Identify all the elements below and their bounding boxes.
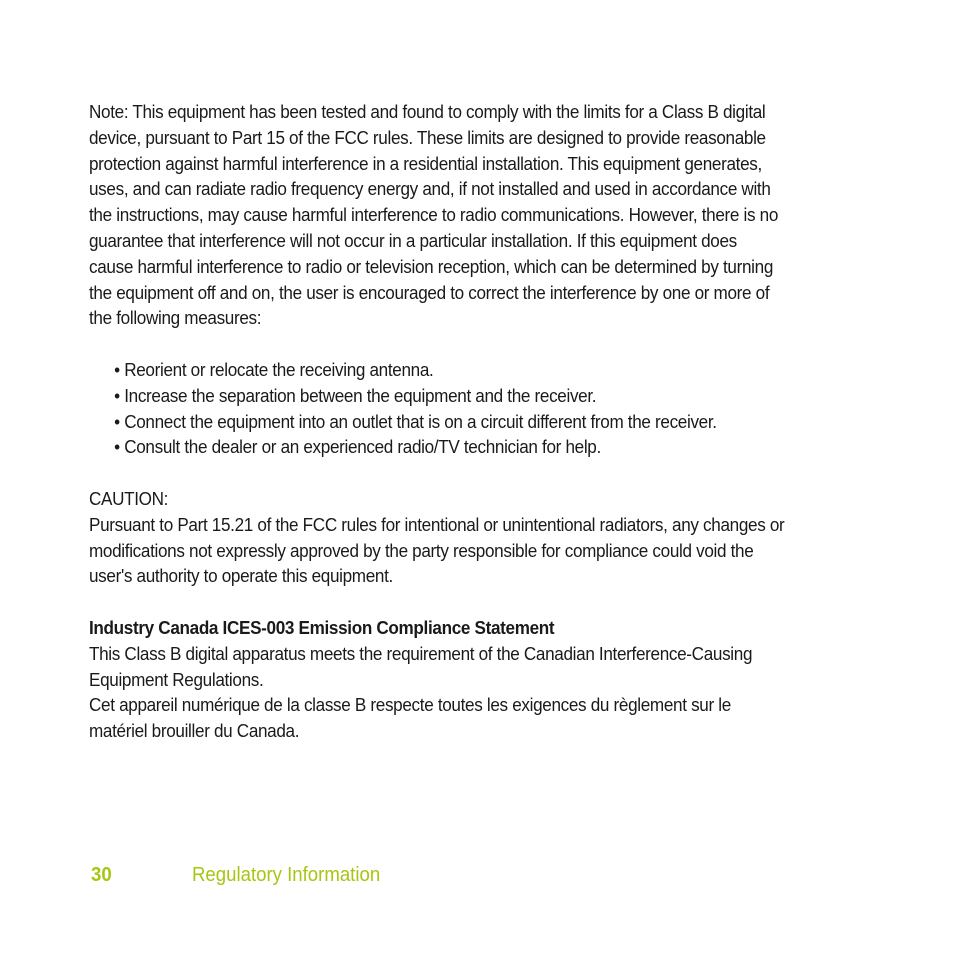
caution-line: modifications not expressly approved by the party responsible for compliance could void the <box>89 539 754 561</box>
fcc-note-line: guarantee that interference will not occur in a particular installation. If this equipment does <box>89 229 737 251</box>
ices-line: Equipment Regulations. <box>89 668 264 690</box>
list-item: • Consult the dealer or an experienced radio/TV technician for help. <box>114 434 824 460</box>
ices-line: matériel brouiller du Canada. <box>89 720 300 742</box>
list-item: • Reorient or relocate the receiving antenna. <box>114 357 824 383</box>
caution-label: CAUTION: <box>89 487 169 509</box>
page-number: 30 <box>91 864 112 886</box>
fcc-note-line: protection against harmful interference in a residential installation. This equipment generates, <box>89 152 762 174</box>
ices-line: Cet appareil numérique de la classe B respecte toutes les exigences du règlement sur le <box>89 694 731 716</box>
fcc-note-line: the equipment off and on, the user is encouraged to correct the interference by one or more of <box>89 281 770 303</box>
fcc-note-line: uses, and can radiate radio frequency energy and, if not installed and used in accordance with <box>89 178 771 200</box>
measures-list <box>89 357 824 460</box>
fcc-note-line: the instructions, may cause harmful interference to radio communications. However, there is no <box>89 204 779 226</box>
caution-section <box>89 486 824 589</box>
page-content <box>89 99 824 744</box>
fcc-note-line: the following measures: <box>89 307 262 329</box>
spacer <box>89 589 824 615</box>
fcc-note-line: device, pursuant to Part 15 of the FCC rules. These limits are designed to provide reasonable <box>89 126 766 148</box>
page-footer <box>0 860 954 890</box>
list-item: • Connect the equipment into an outlet that is on a circuit different from the receiver. <box>114 409 824 435</box>
spacer <box>89 331 824 357</box>
section-name: Regulatory Information <box>192 864 381 886</box>
ices-line: This Class B digital apparatus meets the requirement of the Canadian Interference-Causing <box>89 642 753 664</box>
fcc-note <box>89 99 824 331</box>
fcc-note-line: cause harmful interference to radio or television reception, which can be determined by turning <box>89 255 774 277</box>
list-item: • Increase the separation between the equipment and the receiver. <box>114 383 824 409</box>
caution-line: user's authority to operate this equipment. <box>89 565 393 587</box>
ices-heading: Industry Canada ICES-003 Emission Compliance Statement <box>89 616 555 638</box>
caution-line: Pursuant to Part 15.21 of the FCC rules for intentional or unintentional radiators, any changes or <box>89 513 785 535</box>
ices-section <box>89 615 824 744</box>
spacer <box>89 460 824 486</box>
fcc-note-line: Note: This equipment has been tested and found to comply with the limits for a Class B digital <box>89 101 766 122</box>
